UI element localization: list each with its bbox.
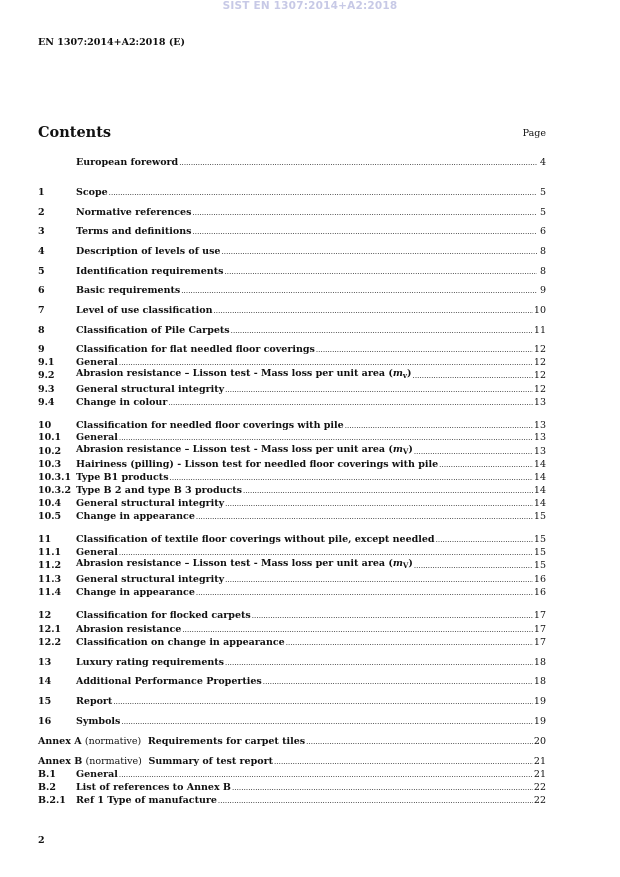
toc-entry-title — [76, 574, 224, 586]
toc-entry-text: General — [76, 357, 118, 368]
toc-entry-page: 22 — [533, 782, 546, 793]
watermark: SIST EN 1307:2014+A2:2018 — [222, 0, 398, 12]
leader-dots — [192, 207, 537, 219]
toc-entry-page: 9 — [539, 285, 546, 296]
toc-entry[interactable] — [38, 207, 546, 219]
leader-dots — [439, 459, 533, 471]
toc-entry-title — [76, 782, 231, 794]
toc-entry-number: 9.1 — [38, 357, 55, 368]
toc-entry-page: 14 — [533, 498, 546, 509]
leader-dots — [192, 226, 537, 238]
toc-entry-number: 10.5 — [38, 511, 62, 522]
toc-entry-title — [76, 637, 285, 649]
toc-entry-text: List of references to Annex B — [76, 782, 231, 793]
leader-dots — [218, 795, 533, 807]
toc-entry[interactable] — [38, 498, 546, 510]
toc-entry-page: 12 — [533, 344, 546, 355]
toc-entry-title — [76, 325, 230, 337]
toc-entry-title — [76, 657, 224, 669]
toc-entry-text: Basic requirements — [76, 285, 181, 296]
leader-dots — [263, 676, 533, 688]
toc-entry-page: 12 — [533, 357, 546, 368]
toc-entry[interactable] — [38, 637, 546, 649]
toc-entry-text: Classification for needled floor coverings with pile — [76, 420, 344, 431]
toc-entry-title — [76, 285, 180, 297]
leader-dots — [316, 344, 533, 356]
toc-entry-page: 17 — [533, 637, 546, 648]
toc-entry-title — [76, 226, 191, 238]
toc-entry-number: 3 — [38, 226, 45, 237]
math-subscript: V — [402, 561, 409, 570]
toc-entry-number: 7 — [38, 305, 45, 316]
toc-entry-number: 15 — [38, 696, 52, 707]
toc-entry-title — [76, 558, 413, 572]
toc-entry-number: 4 — [38, 246, 45, 257]
annex-title: Requirements for carpet tiles — [147, 736, 306, 747]
toc-entry-number: 11.4 — [38, 587, 62, 598]
closing-paren: ) — [407, 368, 412, 379]
toc-entry-number: 14 — [38, 676, 52, 687]
leader-dots — [286, 637, 533, 649]
toc-entry-title — [76, 498, 224, 510]
toc-entry-title — [76, 266, 223, 278]
toc-entry-text: Type B 2 and type B 3 products — [76, 485, 243, 496]
toc-entry-page: 16 — [533, 574, 546, 585]
toc-entry[interactable] — [38, 574, 546, 586]
toc-entry-title — [76, 368, 412, 382]
closing-paren: ) — [408, 444, 413, 455]
toc-entry[interactable] — [38, 420, 546, 432]
toc-entry-text: General structural integrity — [76, 574, 225, 585]
toc-entry[interactable] — [38, 676, 546, 688]
toc-entry[interactable] — [38, 370, 546, 382]
toc-entry-number: 11.3 — [38, 574, 62, 585]
toc-entry-title — [76, 444, 413, 458]
toc-entry-title — [76, 716, 120, 728]
toc-entry-text: Change in appearance — [76, 511, 195, 522]
toc-entry-title — [76, 207, 191, 219]
toc-entry-title — [76, 432, 118, 444]
toc-entry-page: 20 — [533, 736, 546, 747]
toc-entry-page: 13 — [533, 397, 546, 408]
toc-entry-number: 13 — [38, 657, 52, 668]
toc-entry-number: 12.1 — [38, 624, 62, 635]
toc-entry-text: General structural integrity — [76, 498, 225, 509]
toc-entry-page: 19 — [533, 716, 546, 727]
toc-entry[interactable] — [38, 756, 546, 768]
toc-entry-text: General — [76, 769, 118, 780]
toc-entry-page: 22 — [533, 795, 546, 806]
toc-entry-title — [76, 344, 315, 356]
toc-entry-page: 14 — [533, 472, 546, 483]
leader-dots — [345, 420, 533, 432]
toc-entry-page: 8 — [539, 246, 546, 257]
toc-entry[interactable] — [38, 459, 546, 471]
math-subscript: v — [402, 371, 407, 380]
leader-dots — [225, 574, 533, 586]
leader-dots — [196, 587, 533, 599]
toc-entry-page: 14 — [533, 485, 546, 496]
toc-entry-title — [76, 397, 167, 409]
toc-entry-number: 12 — [38, 610, 52, 621]
toc-entry-number: 10.1 — [38, 432, 62, 443]
toc-entry-text: Normative references — [76, 207, 192, 218]
leader-dots — [232, 782, 533, 794]
toc-entry-number: 10.3.2 — [38, 485, 72, 496]
toc-entry-page: 17 — [533, 610, 546, 621]
leader-dots — [170, 472, 533, 484]
toc-entry-title — [76, 420, 344, 432]
toc-entry-text: Classification of Pile Carpets — [76, 325, 230, 336]
page-number: 2 — [38, 835, 45, 846]
toc-entry-page: 12 — [533, 370, 546, 381]
toc-entry-page: 15 — [533, 547, 546, 558]
leader-dots — [168, 397, 533, 409]
leader-dots — [121, 716, 533, 728]
toc-entry-number: 1 — [38, 187, 45, 198]
leader-dots — [306, 736, 533, 748]
annex-normative-label: (normative) — [84, 736, 142, 747]
toc-entry-number: B.1 — [38, 769, 56, 780]
toc-entry-text: Abrasion resistance — [76, 624, 182, 635]
toc-entry[interactable] — [38, 587, 546, 599]
toc-entry-title — [76, 305, 212, 317]
leader-dots — [274, 756, 533, 768]
leader-dots — [225, 384, 533, 396]
toc-entry-text: Abrasion resistance – Lisson test - Mass loss per unit area ( — [76, 368, 393, 379]
leader-dots — [413, 370, 533, 382]
toc-entry[interactable] — [38, 485, 546, 497]
math-variable: m — [392, 558, 403, 569]
annex-label: Annex B — [38, 756, 83, 767]
toc-entry-text: Change in colour — [76, 397, 168, 408]
toc-entry-page: 14 — [533, 459, 546, 470]
toc-entry-page: 8 — [539, 266, 546, 277]
toc-entry-title — [76, 624, 181, 636]
toc-entry-page: 12 — [533, 384, 546, 395]
toc-entry-text: General — [76, 432, 118, 443]
toc-entry-text: Level of use classification — [76, 305, 213, 316]
page-column-label: Page — [522, 128, 546, 139]
leader-dots — [225, 498, 533, 510]
toc-entry[interactable] — [38, 246, 546, 258]
leader-dots — [179, 157, 537, 169]
toc-entry-title — [76, 384, 224, 396]
toc-entry-page: 21 — [533, 769, 546, 780]
toc-entry-text: Classification on change in appearance — [76, 637, 285, 648]
toc-entry-page: 13 — [533, 446, 546, 457]
toc-entry-number: 12.2 — [38, 637, 62, 648]
closing-paren: ) — [408, 558, 413, 569]
toc-entry-number: 10.3 — [38, 459, 62, 470]
toc-entry-text: Classification for flocked carpets — [76, 610, 251, 621]
leader-dots — [436, 534, 533, 546]
toc-entry-number: 5 — [38, 266, 45, 277]
toc-entry-page: 13 — [533, 432, 546, 443]
toc-entry-title — [76, 157, 178, 169]
leader-dots — [243, 485, 533, 497]
leader-dots — [225, 657, 533, 669]
toc-entry-text: Change in appearance — [76, 587, 195, 598]
toc-entry-number: 9 — [38, 344, 45, 355]
toc-entry-title — [76, 676, 262, 688]
toc-entry-number: 6 — [38, 285, 45, 296]
toc-entry-page: 16 — [533, 587, 546, 598]
toc-entry-text: Luxury rating requirements — [76, 657, 225, 668]
toc-entry[interactable] — [38, 534, 546, 546]
toc-entry[interactable] — [38, 782, 546, 794]
toc-entry-text: Scope — [76, 187, 108, 198]
toc-entry-title — [38, 756, 273, 768]
toc-entry-page: 13 — [533, 420, 546, 431]
toc-entry-text: General structural integrity — [76, 384, 225, 395]
leader-dots — [119, 769, 533, 781]
toc-entry-number: B.2 — [38, 782, 56, 793]
toc-entry[interactable] — [38, 736, 546, 748]
toc-entry[interactable] — [38, 696, 546, 708]
toc-entry-number: 9.3 — [38, 384, 55, 395]
leader-dots — [119, 432, 533, 444]
leader-dots — [414, 560, 533, 572]
toc-entry[interactable] — [38, 657, 546, 669]
leader-dots — [224, 266, 537, 278]
leader-dots — [181, 285, 537, 297]
document-header: EN 1307:2014+A2:2018 (E) — [38, 37, 186, 48]
toc-entry[interactable] — [38, 472, 546, 484]
toc-entry[interactable] — [38, 446, 546, 458]
toc-entry-page: 11 — [533, 325, 546, 336]
leader-dots — [109, 187, 537, 199]
toc-entry-number: 9.2 — [38, 370, 55, 381]
toc-entry-page: 17 — [533, 624, 546, 635]
toc-entry[interactable] — [38, 266, 546, 278]
toc-entry-number: 8 — [38, 325, 45, 336]
leader-dots — [252, 610, 533, 622]
toc-entry-text: Ref 1 Type of manufacture — [76, 795, 217, 806]
math-subscript: V — [402, 447, 409, 456]
toc-entry-title — [76, 610, 251, 622]
leader-dots — [196, 511, 533, 523]
toc-entry[interactable] — [38, 795, 546, 807]
toc-entry-title — [76, 459, 438, 471]
toc-entry-title — [76, 187, 108, 199]
toc-entry-page: 4 — [539, 157, 546, 168]
annex-label: Annex A — [38, 736, 82, 747]
toc-entry-number: 11.2 — [38, 560, 62, 571]
toc-entry-page: 5 — [539, 187, 546, 198]
toc-entry-page: 10 — [533, 305, 546, 316]
toc-entry-text: Type B1 products — [76, 472, 169, 483]
toc-entry-title — [76, 485, 242, 497]
toc-entry-text: Abrasion resistance – Lisson test - Mass loss per unit area ( — [76, 444, 393, 455]
toc-entry-text: Symbols — [76, 716, 121, 727]
toc-entry[interactable] — [38, 285, 546, 297]
toc-entry-number: B.2.1 — [38, 795, 66, 806]
toc-entry-number: 2 — [38, 207, 45, 218]
toc-entry-title — [76, 696, 112, 708]
toc-entry-page: 15 — [533, 534, 546, 545]
toc-entry-text: Report — [76, 696, 113, 707]
toc-entry-text: General — [76, 547, 118, 558]
toc-entry-text: Hairiness (pilling) - Lisson test for needled floor coverings with pile — [76, 459, 439, 470]
toc-entry[interactable] — [38, 560, 546, 572]
toc-entry[interactable] — [38, 325, 546, 337]
toc-entry[interactable] — [38, 384, 546, 396]
toc-entry-number: 11 — [38, 534, 52, 545]
toc-entry[interactable] — [38, 344, 546, 356]
leader-dots — [221, 246, 537, 258]
toc-entry[interactable] — [38, 397, 546, 409]
toc-entry-title — [76, 472, 169, 484]
toc-entry-number: 10 — [38, 420, 52, 431]
contents-title: Contents — [38, 124, 112, 141]
toc-entry-number: 10.2 — [38, 446, 62, 457]
leader-dots — [231, 325, 533, 337]
toc-entry-page: 19 — [533, 696, 546, 707]
toc-entry-text: Terms and definitions — [76, 226, 192, 237]
toc-entry[interactable] — [38, 226, 546, 238]
toc-entry-text: European foreword — [76, 157, 179, 168]
toc-entry-page: 15 — [533, 511, 546, 522]
toc-entry-title — [76, 795, 217, 807]
leader-dots — [113, 696, 533, 708]
toc-entry[interactable] — [38, 716, 546, 728]
toc-entry[interactable] — [38, 187, 546, 199]
toc-entry-page: 5 — [539, 207, 546, 218]
toc-entry[interactable] — [38, 511, 546, 523]
leader-dots — [182, 624, 533, 636]
toc-entry-text: Classification for flat needled floor coverings — [76, 344, 315, 355]
toc-entry-number: 16 — [38, 716, 52, 727]
toc-entry-title — [76, 511, 195, 523]
annex-title: Summary of test report — [148, 756, 273, 767]
toc-entry-page: 15 — [533, 560, 546, 571]
toc-entry-page: 6 — [539, 226, 546, 237]
toc-entry-title — [76, 587, 195, 599]
toc-entry-page: 18 — [533, 657, 546, 668]
toc-entry-text: Additional Performance Properties — [76, 676, 262, 687]
math-variable: m — [392, 444, 403, 455]
math-variable: m — [392, 368, 403, 379]
toc-entry-page: 18 — [533, 676, 546, 687]
toc-entry-number: 11.1 — [38, 547, 62, 558]
toc-entry[interactable] — [38, 624, 546, 636]
toc-entry-number: 9.4 — [38, 397, 55, 408]
toc-entry-text: Abrasion resistance – Lisson test - Mass loss per unit area ( — [76, 558, 393, 569]
toc-entry-text: Description of levels of use — [76, 246, 221, 257]
toc-entry[interactable] — [38, 610, 546, 622]
toc-entry-title — [76, 246, 220, 258]
toc-entry-text: Identification requirements — [76, 266, 224, 277]
toc-entry-page: 21 — [533, 756, 546, 767]
toc-entry-title — [76, 534, 435, 546]
toc-entry[interactable] — [38, 432, 546, 444]
toc-entry-text: Classification of textile floor coverings without pile, except needled — [76, 534, 435, 545]
leader-dots — [414, 446, 533, 458]
toc-entry-title — [38, 736, 305, 748]
toc-entry[interactable] — [38, 769, 546, 781]
toc-entry-title — [76, 769, 118, 781]
annex-normative-label: (normative) — [85, 756, 142, 767]
toc-entry-number: 10.3.1 — [38, 472, 72, 483]
toc-entry[interactable] — [38, 305, 546, 317]
leader-dots — [213, 305, 532, 317]
toc-entry[interactable] — [38, 157, 546, 169]
toc-entry-number: 10.4 — [38, 498, 62, 509]
